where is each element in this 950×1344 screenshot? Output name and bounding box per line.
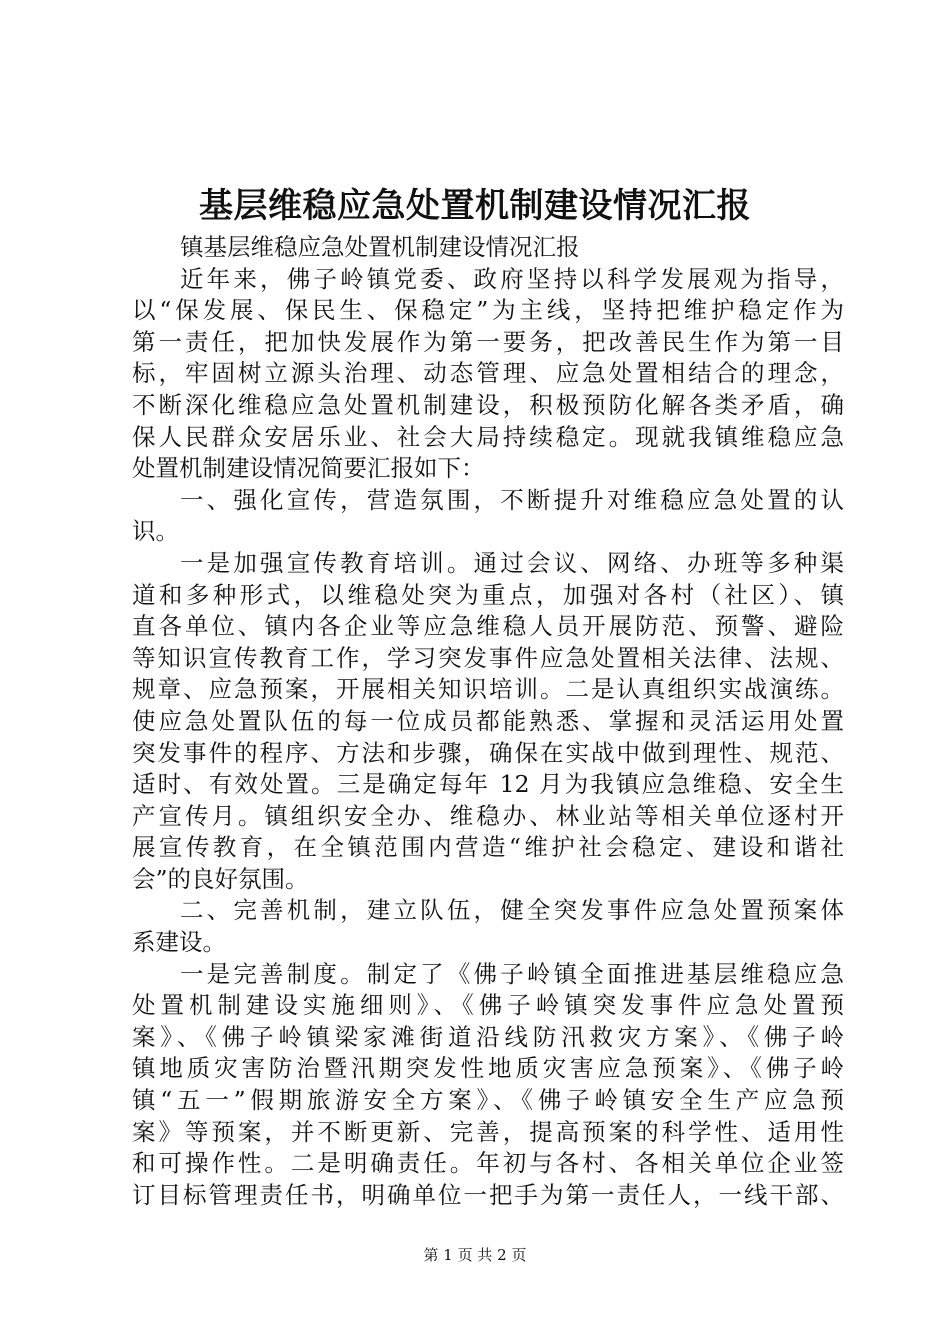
- paragraph-line: 处置机制建设实施细则》、《佛子岭镇突发事件应急处置预: [132, 991, 844, 1020]
- paragraph-line: 一是加强宣传教育培训。通过会议、网络、办班等多种渠: [180, 548, 844, 577]
- paragraph-line: 突发事件的程序、方法和步骤，确保在实战中做到理性、规范、: [132, 738, 844, 767]
- paragraph-line: 镇地质灾害防治暨汛期突发性地质灾害应急预案》、《佛子岭: [132, 1054, 844, 1083]
- paragraph-line: 识。: [132, 517, 179, 546]
- paragraph-line: 直各单位、镇内各企业等应急维稳人员开展防范、预警、避险: [132, 612, 844, 641]
- paragraph-line: 一是完善制度。制定了《佛子岭镇全面推进基层维稳应急: [180, 959, 844, 988]
- paragraph-line: 案》等预案，并不断更新、完善，提高预案的科学性、适用性: [132, 1117, 844, 1146]
- paragraph-line: 处置机制建设情况简要汇报如下：: [132, 454, 485, 483]
- paragraph-line: 二、完善机制，建立队伍，健全突发事件应急处置预案体: [180, 896, 844, 925]
- paragraph-line: 等知识宣传教育工作，学习突发事件应急处置相关法律、法规、: [132, 643, 844, 672]
- paragraph-line: 订目标管理责任书，明确单位一把手为第一责任人，一线干部、: [132, 1180, 844, 1209]
- paragraph-line: 产宣传月。镇组织安全办、维稳办、林业站等相关单位逐村开: [132, 801, 844, 830]
- paragraph-line: 适时、有效处置。三是确定每年 12 月为我镇应急维稳、安全生: [132, 770, 844, 799]
- page-footer: 第 1 页 共 2 页: [423, 1246, 527, 1264]
- paragraph-line: 和可操作性。二是明确责任。年初与各村、各相关单位企业签: [132, 1149, 844, 1178]
- paragraph-line: 系建设。: [132, 928, 226, 957]
- paragraph-line: 镇“五一”假期旅游安全方案》、《佛子岭镇安全生产应急预: [132, 1086, 844, 1115]
- paragraph-line: 一、强化宣传，营造氛围，不断提升对维稳应急处置的认: [180, 485, 844, 514]
- paragraph-line: 道和多种形式，以维稳处突为重点，加强对各村（社区）、镇: [132, 580, 844, 609]
- paragraph-line: 不断深化维稳应急处置机制建设，积极预防化解各类矛盾，确: [132, 390, 844, 419]
- paragraph-line: 案》、《佛子岭镇梁家滩街道沿线防汛救灾方案》、《佛子岭: [132, 1022, 844, 1051]
- paragraph-line: 以“保发展、保民生、保稳定”为主线，坚持把维护稳定作为: [132, 296, 844, 325]
- paragraph-line: 镇基层维稳应急处置机制建设情况汇报: [180, 233, 580, 261]
- paragraph-line: 规章、应急预案，开展相关知识培训。二是认真组织实战演练。: [132, 675, 844, 704]
- paragraph-line: 第一责任，把加快发展作为第一要务，把改善民生作为第一目: [132, 327, 844, 356]
- document-body: [132, 232, 844, 1211]
- document-title: 基层维稳应急处置机制建设情况汇报: [199, 186, 751, 226]
- paragraph-line: 标，牢固树立源头治理、动态管理、应急处置相结合的理念，: [132, 359, 844, 388]
- paragraph-line: 会”的良好氛围。: [132, 864, 309, 893]
- paragraph-line: 使应急处置队伍的每一位成员都能熟悉、掌握和灵活运用处置: [132, 706, 844, 735]
- paragraph-line: 近年来，佛子岭镇党委、政府坚持以科学发展观为指导，: [180, 264, 844, 293]
- paragraph-line: 保人民群众安居乐业、社会大局持续稳定。现就我镇维稳应急: [132, 422, 844, 451]
- paragraph-line: 展宣传教育，在全镇范围内营造“维护社会稳定、建设和谐社: [132, 833, 844, 862]
